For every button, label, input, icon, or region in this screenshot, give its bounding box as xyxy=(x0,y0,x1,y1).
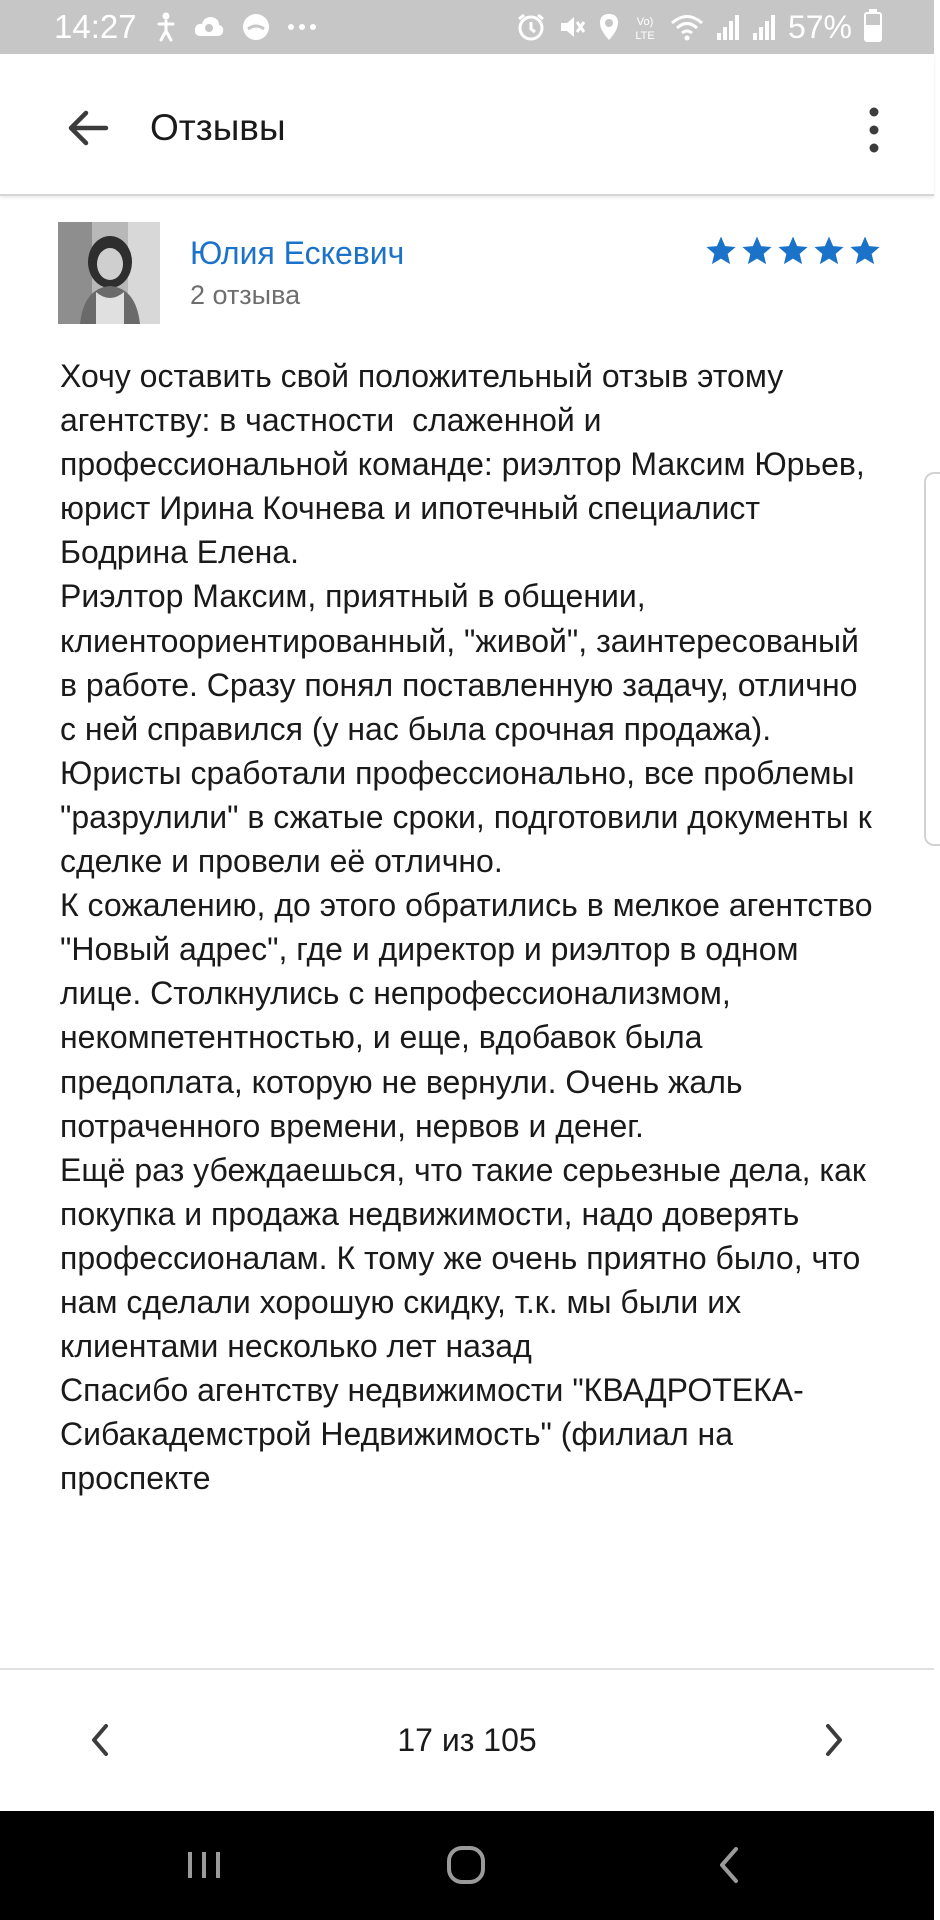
star-icon xyxy=(812,234,846,268)
accessibility-icon xyxy=(155,12,177,42)
status-left-icons xyxy=(155,10,317,44)
svg-text:LTE: LTE xyxy=(635,30,655,42)
rating-stars xyxy=(704,234,882,268)
more-dots-icon xyxy=(287,23,317,31)
svg-text:Vo): Vo) xyxy=(636,16,654,28)
star-icon xyxy=(704,234,738,268)
cloud-icon xyxy=(193,14,225,40)
scroll-handle[interactable] xyxy=(924,472,940,846)
home-button[interactable] xyxy=(436,1835,496,1895)
page-title: Отзывы xyxy=(150,107,286,148)
more-vert-icon xyxy=(854,100,894,160)
signal-icon xyxy=(752,13,776,41)
alarm-icon xyxy=(516,12,546,42)
star-icon xyxy=(776,234,810,268)
status-right-icons xyxy=(516,8,882,46)
navigation-bar xyxy=(0,1811,934,1920)
wifi-icon xyxy=(670,13,704,41)
system-back-button[interactable] xyxy=(700,1835,760,1895)
chevron-right-icon xyxy=(812,1710,856,1770)
pager xyxy=(0,1668,934,1813)
battery-icon xyxy=(864,12,882,42)
mute-icon xyxy=(558,13,586,41)
author-reviews-count: 2 отзыва xyxy=(190,280,301,310)
next-review-button[interactable] xyxy=(812,1710,856,1770)
signal-icon xyxy=(716,13,740,41)
star-icon xyxy=(740,234,774,268)
battery-percent: 57% xyxy=(787,9,852,45)
review-text: Хочу оставить свой положительный отзыв этому агентству: в частности слаженной и профессиональной команде: риэлтор Максим Юрьев, юрист Ирина Кочнева и ипотечный специалист Бодрина Елена. Риэлтор Максим, приятный в общении, клиентоориентированный, "живой", заинтересованый в работе. Сразу понял поставленную задачу, отлично с ней справился (у нас была срочная продажа). Юристы сработали профессионально, все проблемы "разрулили" в сжатые сроки, подготовили документы к сделке и провели её отлично. К сожалению, до этого обратились в мелкое агентство "Новый адрес", где и директор и риэлтор в одном лице. Столкнулись с непрофессионализмом, некомпетентностью, и еще, вдобавок была предоплата, которую не вернули. Очень жаль потраченного времени, нервов и денег. Ещё раз убеждаешься, что такие серьезные дела, как покупка и продажа недвижимости, надо доверять профессионалам. К тому же очень приятно было, что нам сделали хорошую скидку, т.к. мы были их клиентами несколько лет назад Спасибо агентству недвижимости "КВАДРОТЕКА-Сибакадемстрой Недвижимость" (филиал на проспекте xyxy=(60,358,873,1497)
more-options-button[interactable] xyxy=(854,100,894,160)
recents-button[interactable] xyxy=(174,1835,234,1895)
arrow-back-icon xyxy=(60,98,120,158)
pager-position: 17 из 105 xyxy=(397,1722,537,1758)
status-bar xyxy=(0,0,934,54)
back-icon xyxy=(700,1835,760,1895)
author-name[interactable]: Юлия Ескевич xyxy=(190,235,405,271)
recents-icon xyxy=(174,1835,234,1895)
status-time: 14:27 xyxy=(54,8,137,45)
home-icon xyxy=(436,1835,496,1895)
avatar[interactable] xyxy=(58,222,160,324)
app-bar xyxy=(0,54,934,196)
back-button[interactable] xyxy=(60,98,120,158)
star-icon xyxy=(848,234,882,268)
volte-icon xyxy=(632,12,658,42)
cake-icon xyxy=(241,13,271,41)
location-icon xyxy=(598,12,620,42)
